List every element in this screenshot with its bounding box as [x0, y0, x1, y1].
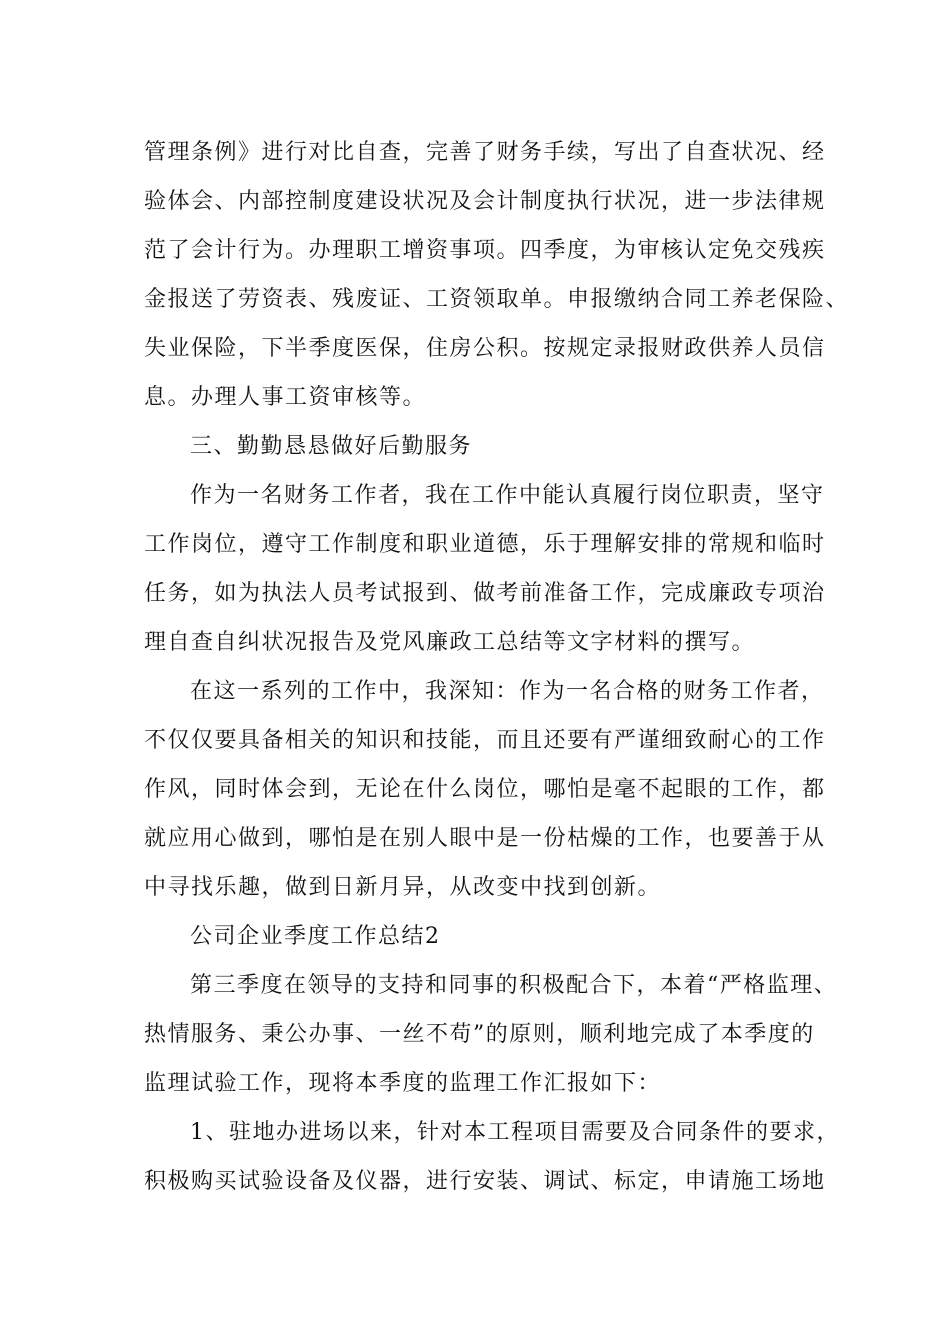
text-line: 不仅仅要具备相关的知识和技能，而且还要有严谨细致耐心的工作 — [144, 728, 826, 753]
text-line: 息。办理人事工资审核等。 — [144, 385, 427, 410]
document-body — [144, 128, 850, 1206]
paragraph-first-line: 作为一名财务工作者，我在工作中能认真履行岗位职责，坚守 — [190, 483, 825, 508]
section-heading: 三、勤勤恳恳做好后勤服务 — [190, 434, 473, 459]
text-line: 金报送了劳资表、残废证、工资领取单。申报缴纳合同工养老保险、 — [144, 287, 850, 312]
text-line: 工作岗位，遵守工作制度和职业道德，乐于理解安排的常规和临时 — [144, 532, 826, 557]
text-line: 验体会、内部控制度建设状况及会计制度执行状况，进一步法律规 — [144, 189, 826, 214]
text-line: 积极购买试验设备及仪器，进行安装、调试、标定，申请施工场地 — [144, 1169, 826, 1194]
text-line: 失业保险，下半季度医保，住房公积。按规定录报财政供养人员信 — [144, 336, 826, 361]
paragraph-first-line: 1、驻地办进场以来，针对本工程项目需要及合同条件的要求， — [190, 1120, 840, 1145]
text-line: 作风，同时体会到，无论在什么岗位，哪怕是毫不起眼的工作，都 — [144, 777, 826, 802]
text-line: 中寻找乐趣，做到日新月异，从改变中找到创新。 — [144, 875, 662, 900]
text-line: 监理试验工作，现将本季度的监理工作汇报如下： — [144, 1071, 662, 1096]
paragraph-first-line: 第三季度在领导的支持和同事的积极配合下，本着“严格监理、 — [190, 973, 838, 998]
text-line: 任务，如为执法人员考试报到、做考前准备工作，完成廉政专项治 — [144, 581, 826, 606]
text-line: 范了会计行为。办理职工增资事项。四季度，为审核认定免交残疾 — [144, 238, 826, 263]
text-line: 就应用心做到，哪怕是在别人眼中是一份枯燥的工作，也要善于从 — [144, 826, 826, 851]
document-subtitle: 公司企业季度工作总结2 — [190, 924, 441, 949]
text-line: 管理条例》进行对比自查，完善了财务手续，写出了自查状况、经 — [144, 140, 826, 165]
paragraph-first-line: 在这一系列的工作中，我深知：作为一名合格的财务工作者， — [190, 679, 825, 704]
text-line: 理自查自纠状况报告及党风廉政工总结等文字材料的撰写。 — [144, 630, 756, 655]
text-line: 热情服务、秉公办事、一丝不苟”的原则，顺利地完成了本季度的 — [144, 1022, 815, 1047]
